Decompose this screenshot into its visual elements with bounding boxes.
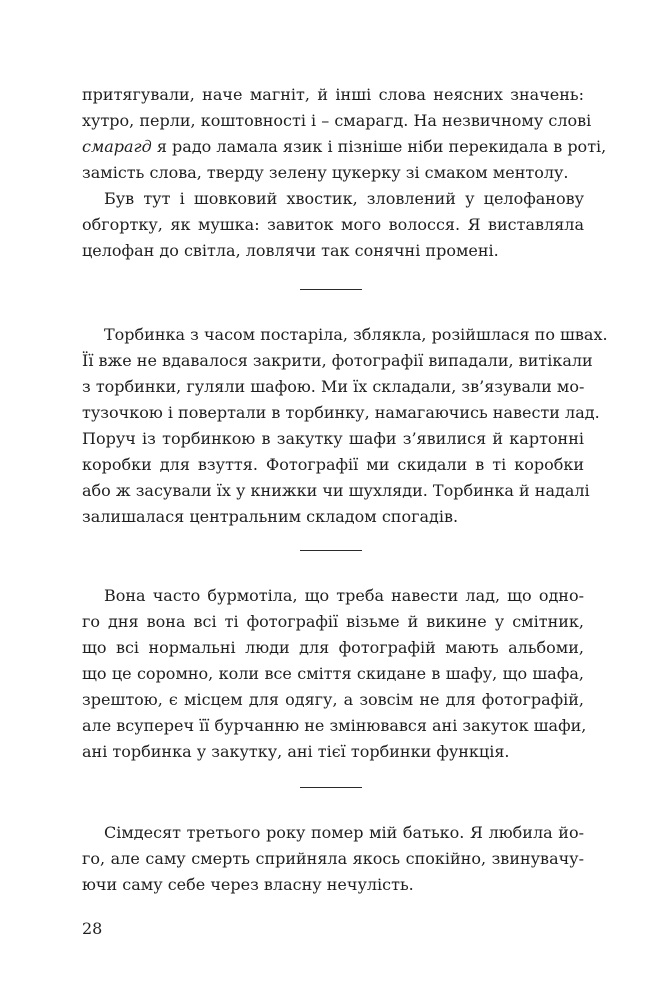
paragraph-4	[82, 583, 587, 765]
text-line: Сімдесят третього року помер мій батько. Я любила йо-	[104, 823, 584, 842]
text-line: з торбинки, гуляли шафою. Ми їх складали, зв’язували мо-	[82, 377, 585, 396]
paragraph-5	[82, 820, 584, 898]
text-line: Торбинка з часом постаріла, зблякла, розійшлася по швах.	[104, 325, 608, 344]
text-line: ючи саму себе через власну нечулість.	[82, 875, 414, 894]
text-line: хутро, перли, коштовності і – смарагд. На незвичному слові	[82, 111, 592, 130]
text-line: Її вже не вдавалося закрити, фотографії випадали, витікали	[82, 351, 593, 370]
text-line-with-italic	[82, 134, 607, 160]
text-line: зрештою, є місцем для одягу, а зовсім не для фотографій,	[82, 690, 584, 709]
paragraph-1	[82, 82, 607, 186]
text-line: обгортку, як мушка: завиток мого волосся. Я виставляла	[82, 215, 584, 234]
text-fragment: я радо ламала язик і пізніше ніби перекидала в роті,	[151, 137, 607, 156]
text-line: залишалася центральним складом спогадів.	[82, 507, 459, 526]
text-line: що всі нормальні люди для фотографій мають альбоми,	[82, 638, 584, 657]
text-line: Вона часто бурмотіла, що треба навести лад, що одно-	[104, 586, 584, 605]
text-line: Був тут і шовковий хвостик, зловлений у целофанову	[104, 189, 584, 208]
text-line: замість слова, тверду зелену цукерку зі смаком ментолу.	[82, 163, 569, 182]
section-separator	[300, 289, 362, 290]
text-line: але всупереч її бурчанню не змінювався ані закуток шафи,	[82, 716, 587, 735]
paragraph-2	[82, 186, 584, 264]
text-line: целофан до світла, ловлячи так сонячні промені.	[82, 241, 499, 260]
section-separator	[300, 787, 362, 788]
text-line: го дня вона всі ті фотографії візьме й викине у смітник,	[82, 612, 584, 631]
text-line: ані торбинка у закутку, ані тієї торбинки функція.	[82, 742, 510, 761]
italic-word: смарагд	[82, 137, 152, 156]
text-line: притягували, наче магніт, й інші слова неясних значень:	[82, 85, 584, 104]
text-line: Поруч із торбинкою в закутку шафи з’явилися й картонні	[82, 429, 584, 448]
text-line: що це соромно, коли все сміття скидане в шафу, що шафа,	[82, 664, 584, 683]
page-number: 28	[82, 919, 103, 938]
text-line: тузочкою і повертали в торбинку, намагаючись навести лад.	[82, 403, 600, 422]
text-line: го, але саму смерть сприйняла якось спокійно, звинувачу-	[82, 849, 584, 868]
text-line: коробки для взуття. Фотографії ми скидали в ті коробки	[82, 455, 584, 474]
section-separator	[300, 550, 362, 551]
text-line: або ж засували їх у книжки чи шухляди. Торбинка й надалі	[82, 481, 590, 500]
paragraph-3	[82, 322, 608, 530]
